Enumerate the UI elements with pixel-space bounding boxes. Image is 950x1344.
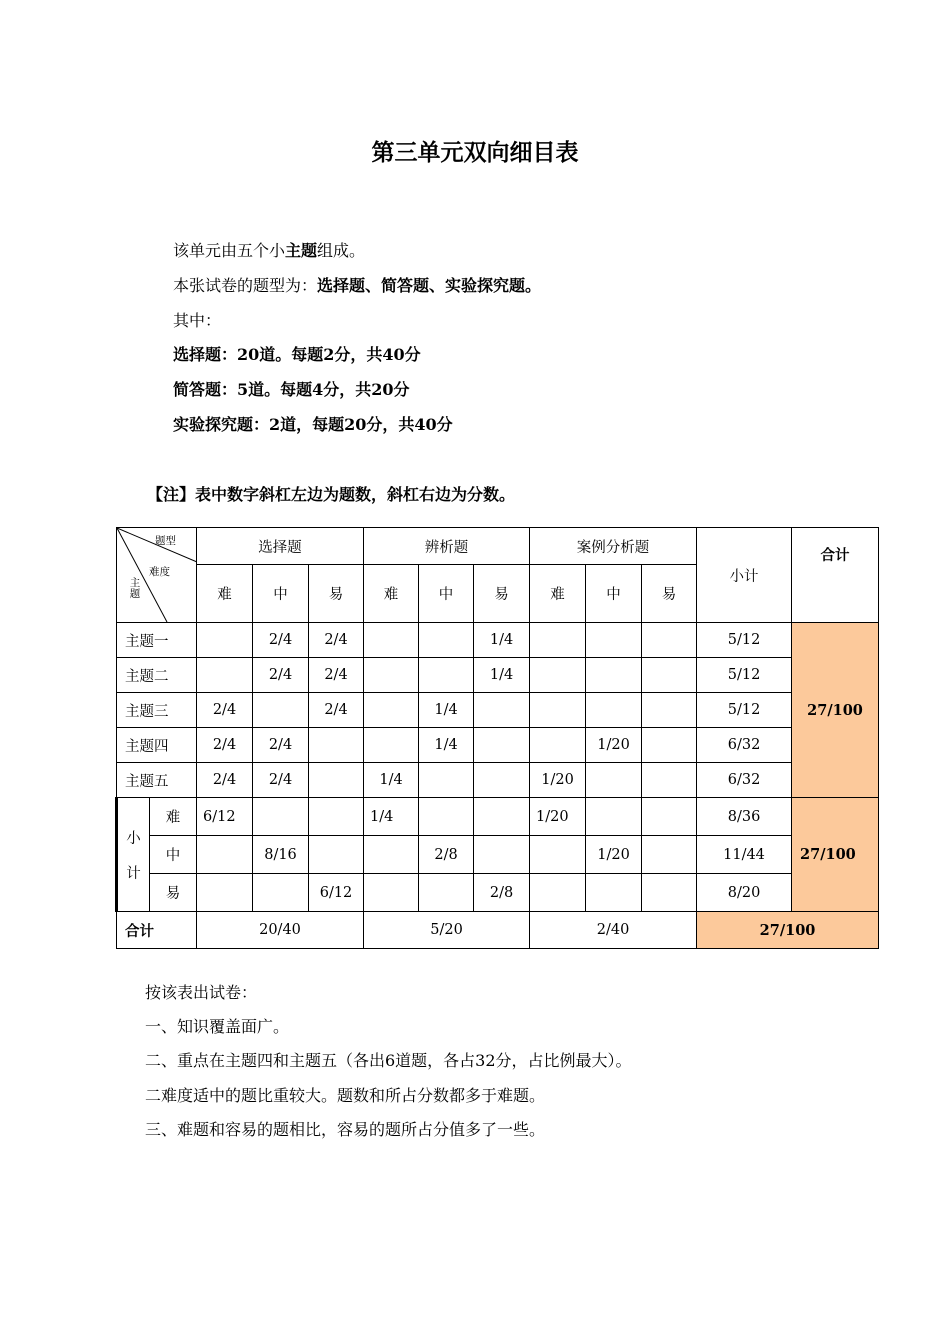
cell: 2/4 [197, 693, 253, 728]
cell [419, 658, 474, 693]
intro-line-2: 本张试卷的题型为：选择题、简答题、实验探究题。 [173, 276, 542, 295]
level-header: 易 [642, 565, 697, 623]
cell [530, 836, 586, 874]
cell: 2/4 [197, 763, 253, 798]
cell: 2/4 [253, 763, 309, 798]
cell [197, 836, 253, 874]
cell [586, 658, 642, 693]
cell: 2/8 [419, 836, 474, 874]
row-subtotal: 5/12 [697, 658, 792, 693]
level-header: 中 [253, 565, 309, 623]
cell [642, 836, 697, 874]
cell [474, 728, 530, 763]
level-header: 中 [419, 565, 474, 623]
cell [586, 693, 642, 728]
topic-name: 主题二 [117, 658, 197, 693]
corner-type-label: 题型 [155, 535, 176, 547]
cell [419, 763, 474, 798]
cell: 2/4 [309, 658, 364, 693]
cell: 2/4 [253, 623, 309, 658]
row-subtotal: 5/12 [697, 623, 792, 658]
conclusion-line: 按该表出试卷： [145, 983, 258, 1002]
cell [586, 874, 642, 912]
cell [419, 623, 474, 658]
cell [642, 763, 697, 798]
cell [309, 798, 364, 836]
cell [642, 798, 697, 836]
cell: 1/20 [530, 763, 586, 798]
cell [309, 836, 364, 874]
intro-line-1: 该单元由五个小主题组成。 [173, 241, 366, 260]
cell: 2/4 [309, 623, 364, 658]
cell [474, 836, 530, 874]
cell: 1/4 [474, 623, 530, 658]
group-total: 2/40 [530, 912, 697, 949]
row-subtotal: 8/36 [697, 798, 792, 836]
cell [474, 763, 530, 798]
group-header-case: 案例分析题 [530, 528, 697, 565]
cell [197, 658, 253, 693]
cell [253, 798, 309, 836]
cell: 2/8 [474, 874, 530, 912]
level-group-label: 小 计 [117, 798, 150, 912]
group-header-choice: 选择题 [197, 528, 364, 565]
cell [253, 874, 309, 912]
row-subtotal: 6/32 [697, 728, 792, 763]
cell [530, 658, 586, 693]
conclusion-line: 一、知识覆盖面广。 [145, 1017, 290, 1036]
intro-line-4: 选择题：20道。每题2分，共40分 [173, 345, 421, 364]
cell: 8/16 [253, 836, 309, 874]
topic-row [117, 693, 879, 728]
intro-line-3: 其中： [173, 311, 222, 330]
grand-total-row [117, 912, 879, 949]
cell [530, 623, 586, 658]
level-row [117, 874, 879, 912]
cell [642, 693, 697, 728]
level-header: 易 [474, 565, 530, 623]
cell: 2/4 [253, 728, 309, 763]
cell: 2/4 [197, 728, 253, 763]
level-row [117, 836, 879, 874]
level-name: 中 [150, 836, 197, 874]
group-total: 20/40 [197, 912, 364, 949]
cell: 2/4 [309, 693, 364, 728]
cell: 1/4 [364, 763, 419, 798]
intro-line-5: 简答题：5道。每题4分，共20分 [173, 380, 410, 399]
cell [642, 658, 697, 693]
cell: 1/4 [419, 693, 474, 728]
row-subtotal: 8/20 [697, 874, 792, 912]
cell [364, 693, 419, 728]
cell: 1/4 [474, 658, 530, 693]
topic-name: 主题三 [117, 693, 197, 728]
cell: 1/20 [530, 798, 586, 836]
row-subtotal: 11/44 [697, 836, 792, 874]
cell [419, 798, 474, 836]
level-total: 27/100 [792, 798, 879, 912]
cell: 1/20 [586, 836, 642, 874]
intro-line-6: 实验探究题：2道，每题20分，共40分 [173, 415, 453, 434]
level-header: 难 [364, 565, 419, 623]
cell [474, 693, 530, 728]
conclusion-line: 三、难题和容易的题相比，容易的题所占分值多了一些。 [145, 1120, 546, 1139]
topic-name: 主题一 [117, 623, 197, 658]
level-header: 难 [530, 565, 586, 623]
row-subtotal: 6/32 [697, 763, 792, 798]
grand-total-value: 27/100 [697, 912, 879, 949]
conclusion-line: 二、重点在主题四和主题五（各出6道题，各占32分，占比例最大）。 [145, 1051, 632, 1070]
page-title: 第三单元双向细目表 [371, 140, 579, 166]
group-total: 5/20 [364, 912, 530, 949]
cell: 1/4 [364, 798, 419, 836]
cell [197, 874, 253, 912]
grand-total-label: 合计 [117, 912, 197, 949]
topic-name: 主题五 [117, 763, 197, 798]
corner-header [117, 528, 197, 623]
topic-row [117, 658, 879, 693]
cell [642, 728, 697, 763]
cell [364, 623, 419, 658]
cell: 6/12 [309, 874, 364, 912]
cell [364, 658, 419, 693]
cell [309, 763, 364, 798]
row-subtotal: 5/12 [697, 693, 792, 728]
cell: 6/12 [197, 798, 253, 836]
level-name: 易 [150, 874, 197, 912]
cell [586, 798, 642, 836]
topic-row [117, 623, 879, 658]
cell [364, 874, 419, 912]
cell [474, 798, 530, 836]
corner-difficulty-label: 难度 [149, 566, 170, 578]
cell [586, 763, 642, 798]
level-header: 中 [586, 565, 642, 623]
cell [253, 693, 309, 728]
corner-topic-label: 主题 [129, 577, 141, 600]
cell [197, 623, 253, 658]
cell [530, 693, 586, 728]
cell [586, 623, 642, 658]
cell [530, 728, 586, 763]
table-note: 【注】表中数字斜杠左边为题数，斜杠右边为分数。 [147, 485, 516, 504]
cell [530, 874, 586, 912]
topic-row [117, 728, 879, 763]
topic-total: 27/100 [792, 623, 879, 798]
conclusion-line: 二难度适中的题比重较大。题数和所占分数都多于难题。 [145, 1086, 546, 1105]
cell [364, 728, 419, 763]
cell [642, 623, 697, 658]
cell: 1/4 [419, 728, 474, 763]
group-header-analysis: 辨析题 [364, 528, 530, 565]
level-header: 难 [197, 565, 253, 623]
subtotal-header: 小计 [697, 528, 792, 623]
topic-row [117, 763, 879, 798]
cell: 1/20 [586, 728, 642, 763]
cell [364, 836, 419, 874]
cell [419, 874, 474, 912]
cell: 2/4 [253, 658, 309, 693]
cell [309, 728, 364, 763]
topic-name: 主题四 [117, 728, 197, 763]
total-header: 合计 [792, 528, 879, 623]
level-row [117, 798, 879, 836]
spec-table [115, 527, 879, 949]
cell [642, 874, 697, 912]
level-name: 难 [150, 798, 197, 836]
level-header: 易 [309, 565, 364, 623]
